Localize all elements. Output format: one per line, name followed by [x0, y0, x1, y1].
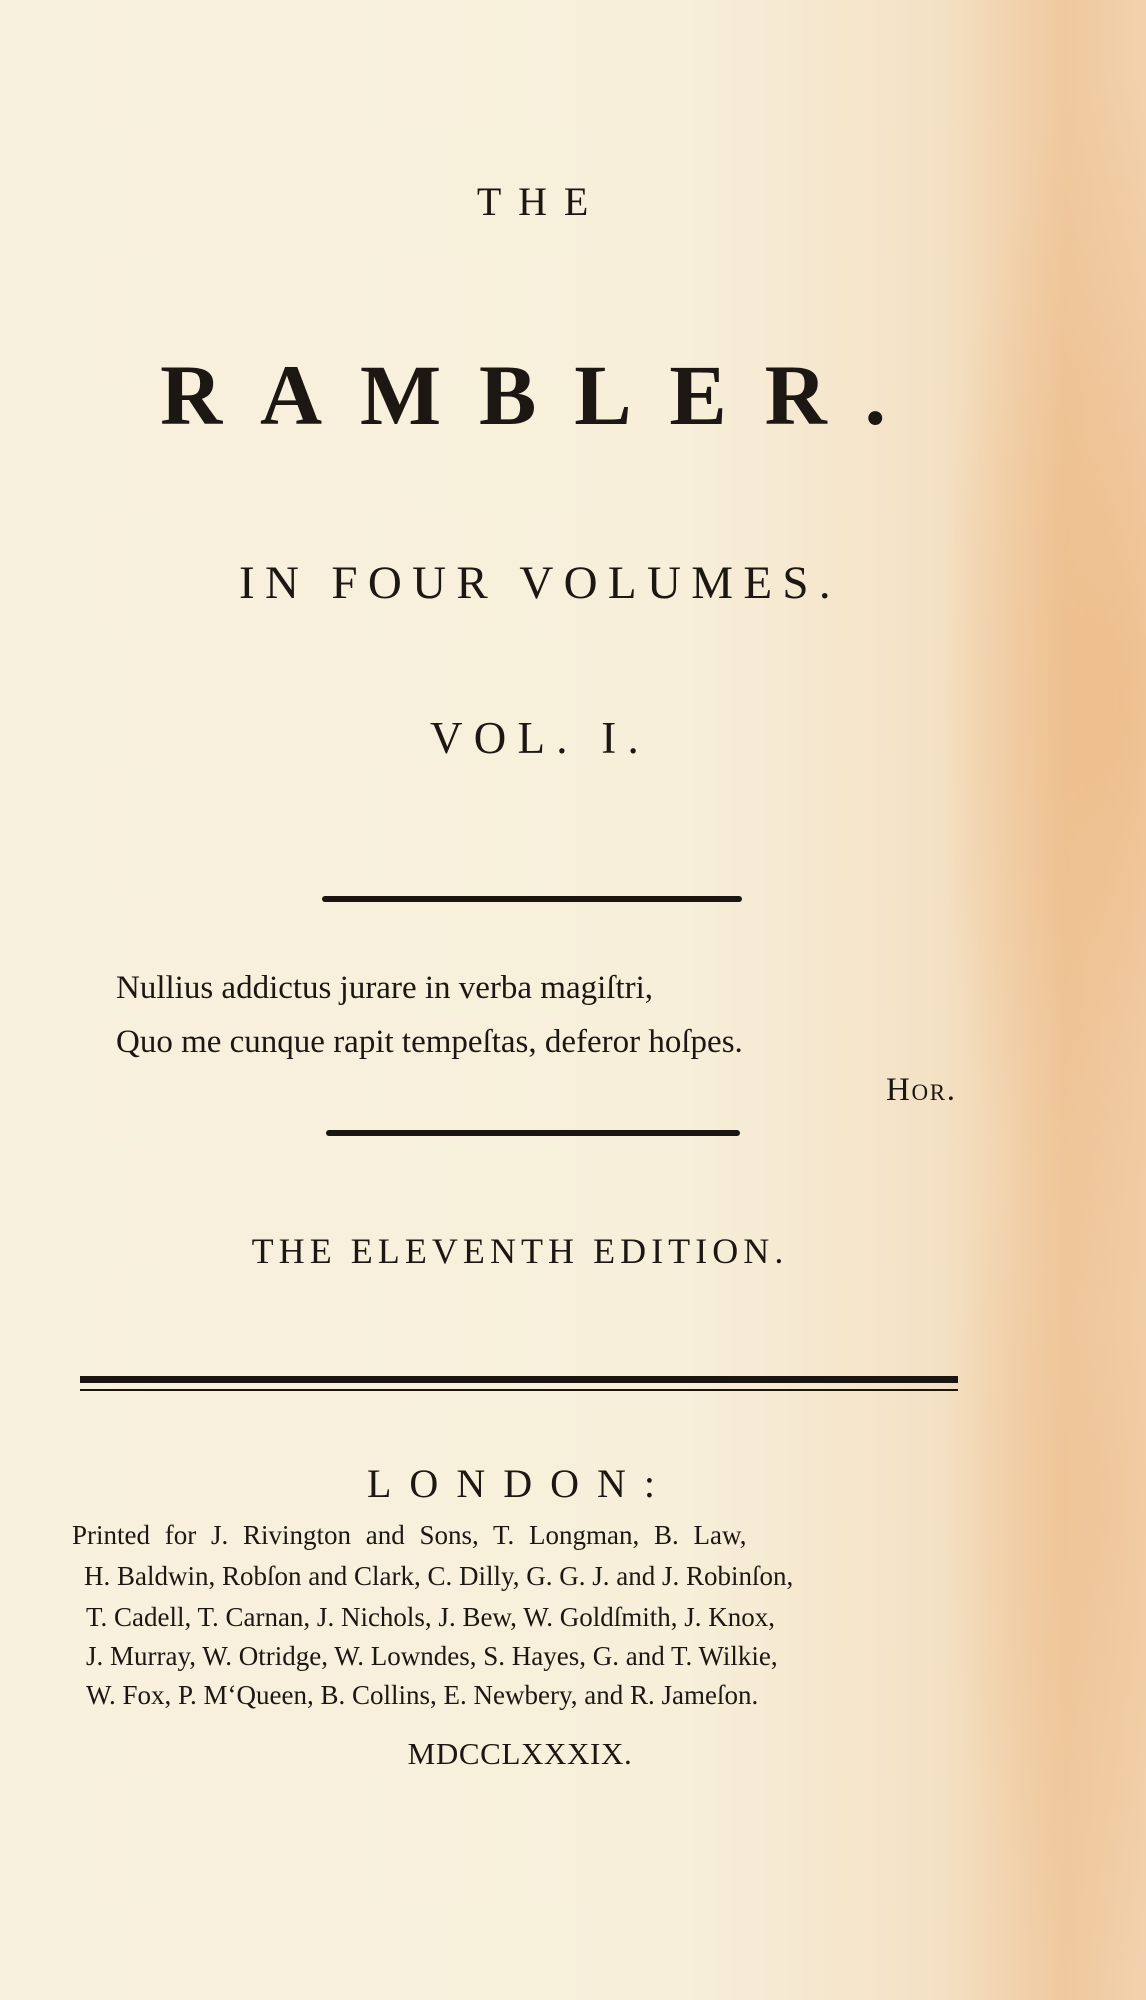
volume-number: VOL. I.	[430, 713, 650, 763]
double-rule-thick	[80, 1376, 958, 1383]
book-title: RAMBLER.	[160, 347, 924, 443]
imprint-line: H. Baldwin, Robſon and Clark, C. Dilly, G. G. J. and J. Robinſon,	[84, 1561, 794, 1591]
imprint-line: J. Murray, W. Otridge, W. Lowndes, S. Hayes, G. and T. Wilkie,	[86, 1641, 778, 1671]
motto-line-1: Nullius addictus jurare in verba magiſtri,	[116, 970, 654, 1006]
volume-count: IN FOUR VOLUMES.	[239, 557, 841, 609]
edition-statement: THE ELEVENTH EDITION.	[251, 1231, 789, 1271]
double-rule-thin	[80, 1389, 958, 1391]
imprint-date: MDCCLXXXIX.	[407, 1736, 633, 1771]
imprint-line: Printed for J. Rivington and Sons, T. Longman, B. Law,	[72, 1520, 747, 1550]
motto-line-2: Quo me cunque rapit tempeſtas, deferor hoſpes.	[116, 1024, 743, 1060]
title-article: THE	[476, 179, 606, 224]
motto-attribution: Hor.	[886, 1072, 957, 1108]
divider-rule-middle	[326, 1130, 740, 1136]
imprint-line: W. Fox, P. M‘Queen, B. Collins, E. Newbery, and R. Jameſon.	[86, 1680, 759, 1710]
divider-rule-top	[322, 896, 742, 902]
imprint-city: LONDON:	[367, 1461, 673, 1506]
imprint-line: T. Cadell, T. Carnan, J. Nichols, J. Bew, W. Goldſmith, J. Knox,	[86, 1602, 775, 1632]
